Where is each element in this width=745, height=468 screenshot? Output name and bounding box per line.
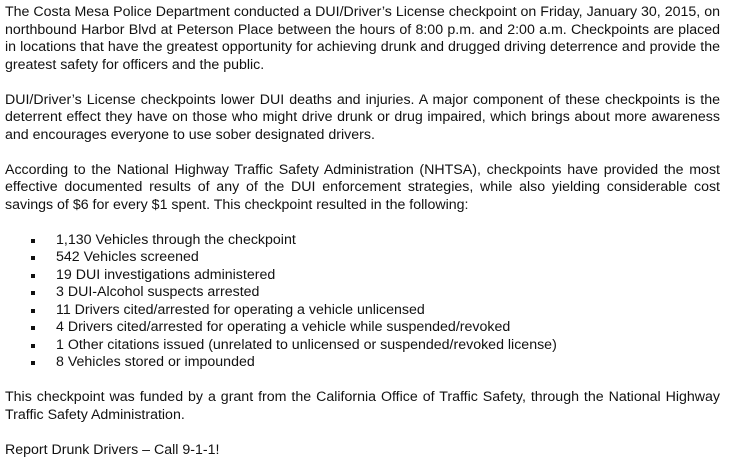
list-item [30,302,720,320]
square-bullet-icon [31,274,35,278]
square-bullet-icon [31,361,35,365]
list-item-text: 4 Drivers cited/arrested for operating a vehicle while suspended/revoked [56,319,511,335]
list-item [30,319,720,337]
list-item [30,284,720,302]
square-bullet-icon [31,239,35,243]
square-bullet-icon [31,291,35,295]
list-item-text: 3 DUI-Alcohol suspects arrested [56,284,260,300]
list-item [30,249,720,267]
closing-line: Report Drunk Drivers – Call 9-1-1! [5,441,220,458]
square-bullet-icon [31,344,35,348]
list-item [30,337,720,355]
list-item [30,354,720,372]
list-item [30,232,720,250]
list-item-text: 1 Other citations issued (unrelated to unlicensed or suspended/revoked license) [56,336,557,353]
list-item-text: 8 Vehicles stored or impounded [56,354,255,370]
list-item [30,267,720,285]
intro-paragraph: The Costa Mesa Police Department conducted a DUI/Driver’s License checkpoint on Friday, January 30, 2015, on northbound Harbor Blvd at Peterson Place between the hours of 8:00 p.m. and 2:00 a.m. Checkpoints are placed in locations that have the greatest opportunity for achieving drunk and drugged driving deterrence and provide the greatest safety for officers and the public. [5,4,720,73]
checkpoint-results-list [5,232,720,372]
list-item-text: 542 Vehicles screened [56,249,199,265]
square-bullet-icon [31,326,35,330]
nhtsa-paragraph: According to the National Highway Traffic Safety Administration (NHTSA), checkpoints have provided the most effective documented results of any of the DUI enforcement strategies, while also yielding considerable cost savings of $6 for every $1 spent. This checkpoint resulted in the following: [5,161,720,213]
square-bullet-icon [31,309,35,313]
press-release-document [5,4,720,459]
list-item-text: 11 Drivers cited/arrested for operating a vehicle unlicensed [56,301,425,318]
list-item-text: 19 DUI investigations administered [56,266,276,283]
square-bullet-icon [31,256,35,260]
funding-paragraph: This checkpoint was funded by a grant from the California Office of Traffic Safety, through the National Highway Traffic Safety Administration. [5,389,720,423]
list-item-text: 1,130 Vehicles through the checkpoint [56,231,296,248]
deterrence-paragraph: DUI/Driver’s License checkpoints lower DUI deaths and injuries. A major component of these checkpoints is the deterrent effect they have on those who might drive drunk or drug impaired, which brings about more awareness and encourages everyone to use sober designated drivers. [5,91,720,143]
